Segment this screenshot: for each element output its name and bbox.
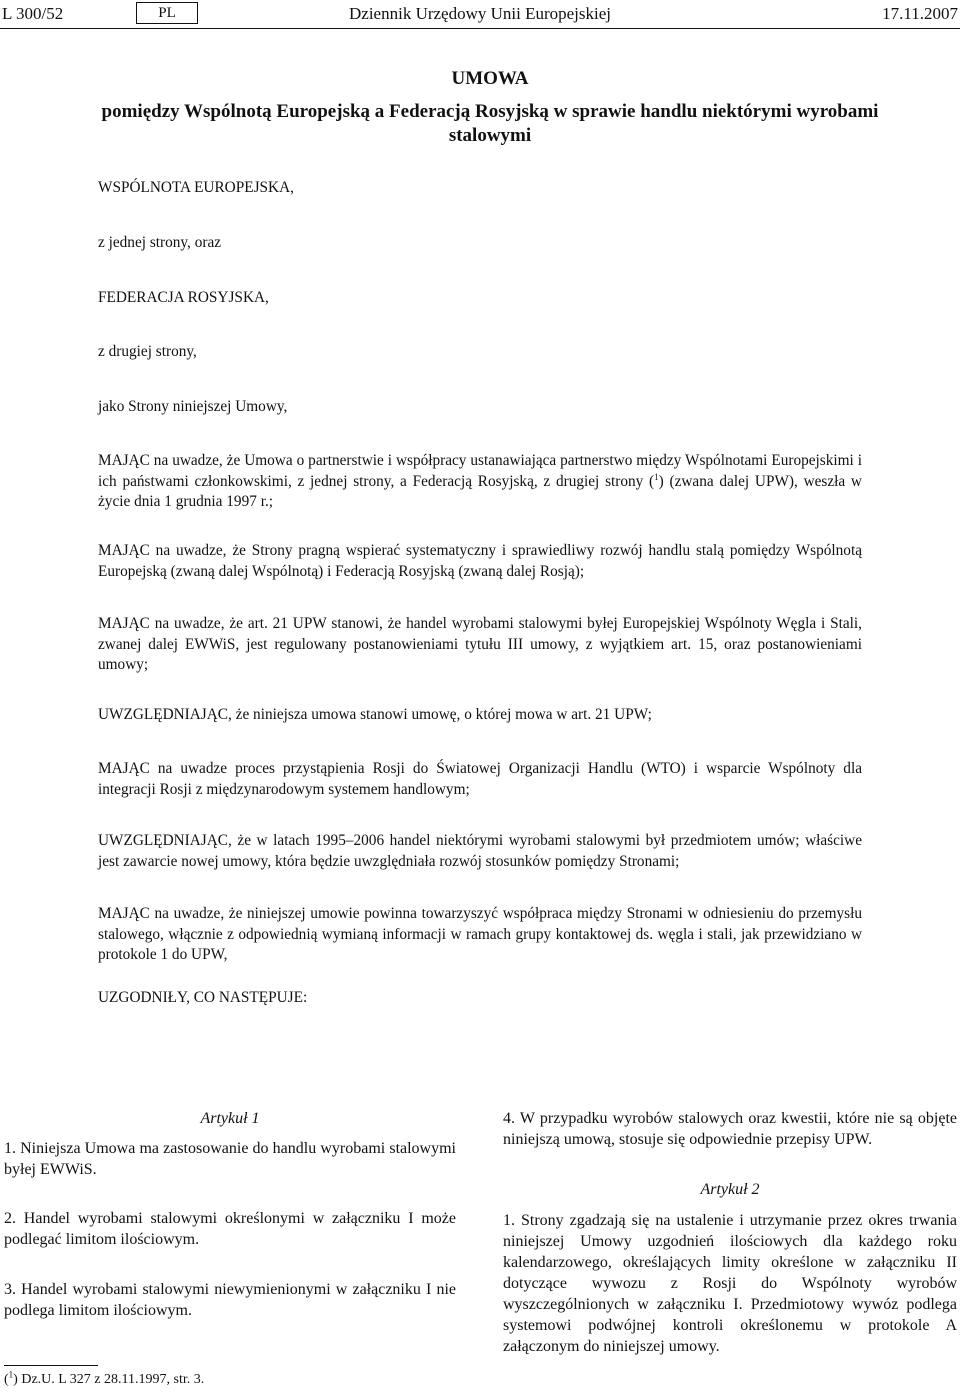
recital-5: MAJĄC na uwadze proces przystąpienia Rosji do Światowej Organizacji Handlu (WTO) i wsparcie Wspólnoty dla integracji Rosji z międzynarodowym systemem handlowym; — [98, 760, 862, 798]
article-1-paragraph-2: 2. Handel wyrobami stalowymi określonymi w załączniku I może podlegać limitom ilościowym. — [4, 1210, 456, 1248]
document-subtitle: pomiędzy Wspólnotą Europejską a Federacją Rosyjską w sprawie handlu niektórymi wyrobami stalowymi — [101, 101, 879, 146]
article-2-paragraph-1: 1. Strony zgadzają się na ustalenie i utrzymanie przez okres trwania niniejszej Umowy uzgodnień ilościowych dla każdego roku kalendarzowego, określających limity określone w załączniku II dotyczące wywozu z Rosji do Wspólnoty wyrobów wyszczególnionych w załączniku I. Przedmiotowy wywóz podlega systemowi podwójnej kontroli określonemu w protokole A załączonym do niniejszej umowy. — [503, 1212, 957, 1355]
preamble-line-2: z jednej strony, oraz — [98, 234, 222, 251]
journal-title: Dziennik Urzędowy Unii Europejskiej — [349, 4, 612, 23]
recital-7: MAJĄC na uwadze, że niniejszej umowie powinna towarzyszyć współpraca między Stronami w odniesieniu do przemysłu stalowego, włącznie z odpowiednią wymianą informacji w ramach grupy kontaktowej ds. węgla i stali, jak przewidziano w protokole 1 do UPW, — [98, 905, 862, 963]
footnote-rule — [4, 1365, 98, 1366]
agreement-statement: UZGODNIŁY, CO NASTĘPUJE: — [98, 989, 308, 1006]
article-1-heading: Artykuł 1 — [200, 1110, 260, 1127]
footnote-number: 1 — [8, 1369, 14, 1380]
recital-2: MAJĄC na uwadze, że Strony pragną wspierać systematyczny i sprawiedliwy rozwój handlu stalą pomiędzy Wspólnotą Europejską (zwaną dalej Wspólnotą) i Federacją Rosyjską (zwaną dalej Rosją); — [98, 542, 862, 580]
article-1-paragraph-1: 1. Niniejsza Umowa ma zastosowanie do handlu wyrobami stalowymi byłej EWWiS. — [4, 1140, 456, 1178]
publication-date: 17.11.2007 — [882, 4, 958, 23]
document-title: UMOWA — [451, 68, 529, 89]
recital-6: UWZGLĘDNIAJĄC, że w latach 1995–2006 handel niektórymi wyrobami stalowymi był przedmiotem umów; właściwe jest zawarcie nowej umowy, która będzie uwzględniała rozwój stosunków pomiędzy Stronami; — [98, 832, 862, 870]
language-badge: PL — [136, 2, 198, 24]
recital-1: MAJĄC na uwadze, że Umowa o partnerstwie i współpracy ustanawiająca partnerstwo między Wspólnotami Europejskimi i ich państwami członkowskimi, z jednej strony, a Federacją Rosyjską, z drugiej strony ($^1$) (zwana dalej UPW), weszła w życie dnia 1 grudnia 1997 r.; — [98, 452, 862, 510]
preamble-party-2: FEDERACJA ROSYJSKA, — [98, 289, 269, 306]
right-column — [503, 1108, 957, 1357]
article-1-paragraph-4: 4. W przypadku wyrobów stalowych oraz kwestii, które nie są objęte niniejszą umową, stosuje się odpowiednie przepisy UPW. — [503, 1110, 957, 1148]
recital-4: UWZGLĘDNIAJĄC, że niniejsza umowa stanowi umowę, o której mowa w art. 21 UPW; — [98, 706, 652, 723]
preamble-party-1: WSPÓLNOTA EUROPEJSKA, — [98, 179, 294, 196]
footnote: ($^1$) Dz.U. L 327 z 28.11.1997, str. 3. — [4, 1369, 205, 1387]
left-column — [4, 1108, 456, 1321]
header-rule — [0, 28, 960, 29]
article-2-heading: Artykuł 2 — [700, 1181, 760, 1198]
article-1-paragraph-3: 3. Handel wyrobami stalowymi niewymienionymi w załączniku I nie podlega limitom ilościowym. — [4, 1281, 456, 1319]
page-number: L 300/52 — [2, 4, 64, 23]
footnote-text: Dz.U. L 327 z 28.11.1997, str. 3. — [21, 1372, 205, 1387]
recital-3: MAJĄC na uwadze, że art. 21 UPW stanowi, że handel wyrobami stalowymi byłej Europejskiej Wspólnoty Węgla i Stali, zwanej dalej EWWiS, jest regulowany postanowieniami tytułu III umowy, z wyjątkiem art. 15, oraz postanowieniami umowy; — [98, 615, 862, 673]
preamble-line-4: z drugiej strony, — [98, 343, 197, 360]
page-header — [0, 2, 960, 26]
footnote-ref[interactable]: 1 — [654, 471, 659, 482]
preamble-line-5: jako Strony niniejszej Umowy, — [98, 398, 288, 415]
